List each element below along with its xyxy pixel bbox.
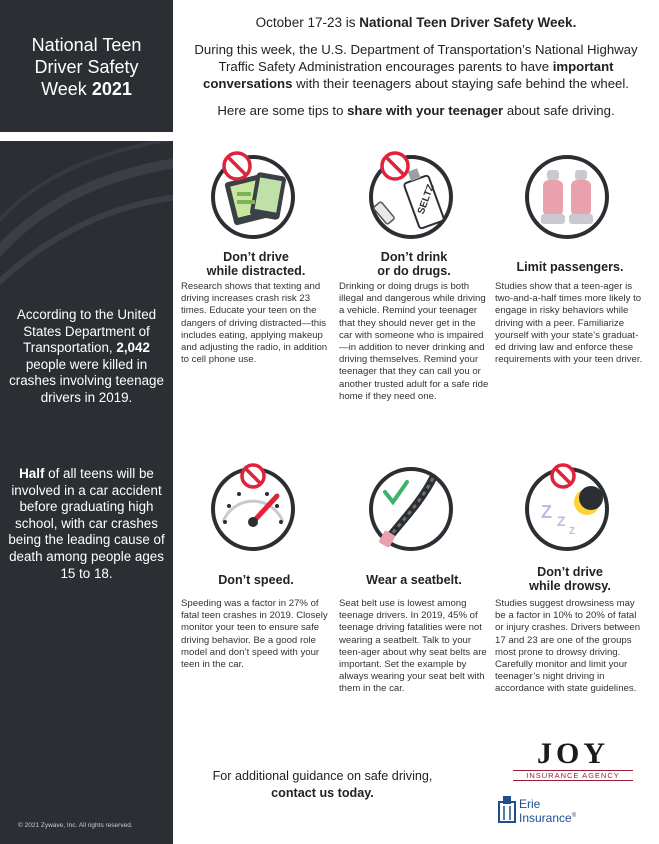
copyright: © 2021 Zywave, Inc. All rights reserved. <box>18 822 133 829</box>
erie-wordmark: Erie Insurance® <box>519 797 577 825</box>
title-line-1: National Teen <box>31 35 142 55</box>
stat-fatalities: According to the United States Department of Transportation, 2,042 people were killed in crashes involving teenage drivers in 2019. <box>9 307 164 405</box>
car-seats-icon <box>517 150 617 240</box>
tip-body: Studies show that a teen-ager is two-and-a-half times more likely to engage in risky behaviors while driving with a peer. Familiarize yourself with your state’s graduat-ed driving law and enforce these requirements with your teen driver. <box>495 281 643 366</box>
erie-insurance-logo <box>497 792 597 832</box>
tip-body: Speeding was a factor in 27% of fatal teen crashes in 2019. Closely monitor your teen to ensure safe driving behavior. Be a good role model and don’t speed with your teen in the car. <box>181 598 328 671</box>
drowsy-moon-icon <box>517 462 617 552</box>
title-year: 2021 <box>91 79 132 99</box>
stat-number: 2,042 <box>116 340 150 356</box>
intro-line-1: October 17-23 is National Teen Driver Safety Week. <box>255 15 577 30</box>
joy-wordmark: JOY <box>537 737 609 770</box>
title-line-3: Week 2021 <box>41 79 132 99</box>
svg-text:Z: Z <box>541 502 552 522</box>
tip-heading: Don’t drive while drowsy. <box>529 565 611 593</box>
sidebar-divider <box>0 132 173 141</box>
contact-cta: For additional guidance on safe driving, contact us today. <box>212 769 433 800</box>
contact-link[interactable]: contact us today. <box>271 786 374 800</box>
tip-body: Research shows that texting and driving increases crash risk 23 times. Educate your teen on the dangers of driving distracted—this includes eating, applying makeup and adjusting the radio, in addition to cell phone use. <box>181 281 328 366</box>
tip-heading: Don’t drive while distracted. <box>206 250 306 278</box>
phone-tablet-icon <box>203 150 303 240</box>
seltzer-can-icon <box>361 150 461 240</box>
intro-line-3: Here are some tips to share with your teenager about safe driving. <box>217 103 615 118</box>
tip-heading: Wear a seatbelt. <box>366 573 462 587</box>
svg-text:Z: Z <box>569 526 576 537</box>
seatbelt-icon <box>361 462 461 552</box>
erie-building-icon <box>497 794 517 824</box>
speedometer-icon <box>203 462 303 552</box>
tip-body: Seat belt use is lowest among teenage drivers. In 2019, 45% of teenage driving fatalities were not wearing a seatbelt. Talk to your teen-ager about why seat belts are important. Set the example by always wearing your seat belt with them in the car. <box>339 598 487 695</box>
tip-body: Studies suggest drowsiness may be a factor in 10% to 20% of fatal or injury crashes. Drivers between 17 and 23 are one of the groups most prone to drowsy driving. Carefully monitor and limit your teenager’s night driving in accordance with state guidelines. <box>495 598 641 695</box>
road-swoosh-icon <box>0 141 173 311</box>
joy-insurance-logo <box>513 737 633 781</box>
sidebar-title <box>0 34 173 100</box>
joy-agency-label: INSURANCE AGENCY <box>513 770 633 781</box>
can-label: SELTZ <box>415 182 437 216</box>
intro-paragraph: During this week, the U.S. Department of Transportation’s National Highway Traffic Safety Administration encourages parents to have important conversations with their teenagers about staying safe behind the wheel. <box>194 42 638 91</box>
tip-heading: Don’t speed. <box>218 573 294 587</box>
tip-heading: Don’t drink or do drugs. <box>377 250 451 278</box>
intro-header <box>186 14 646 129</box>
stat-accidents: Half of all teens will be involved in a car accident before graduating high school, with car crashes being the leading cause of death among people ages 15 to 18. <box>8 466 165 581</box>
tip-heading: Limit passengers. <box>516 260 624 274</box>
tip-body: Drinking or doing drugs is both illegal and dangerous while driving a vehicle. Remind your teenager that they should never get in the car with someone who is impaired—in addition to never drinking and driving themselves. Remind your teenager that they can call you or another trusted adult for a safe ride home if they need one. <box>339 281 489 402</box>
svg-text:Z: Z <box>557 513 566 529</box>
sidebar <box>0 0 173 844</box>
title-line-2: Driver Safety <box>34 57 139 77</box>
